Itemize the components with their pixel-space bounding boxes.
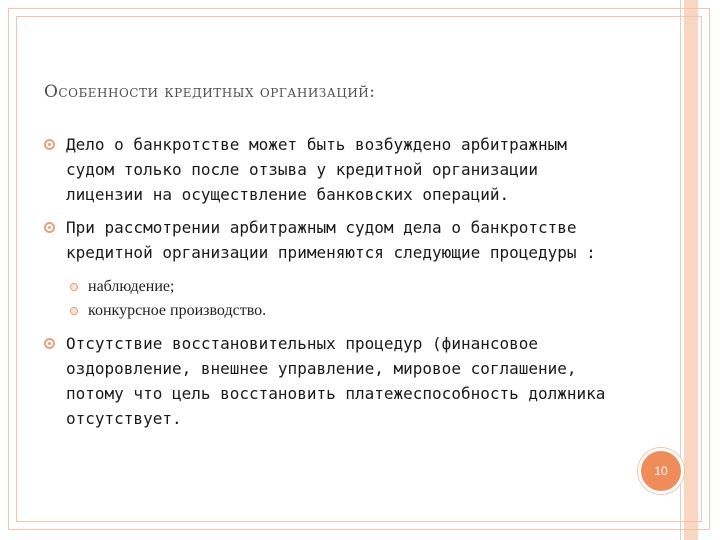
bullet-item bbox=[44, 132, 624, 207]
page-number-badge: 10 bbox=[638, 448, 684, 494]
sub-bullet-item bbox=[70, 299, 624, 323]
slide-title: Особенности кредитных организаций: bbox=[44, 82, 376, 102]
dot-bullet-icon bbox=[70, 307, 78, 315]
circle-bullet-icon bbox=[44, 139, 55, 150]
circle-bullet-icon bbox=[44, 338, 55, 349]
bullet-text: Дело о банкротстве может быть возбуждено арбитражным судом только после отзыва у кредитной организации лицензии на осуществление банковских операций. bbox=[66, 135, 567, 204]
slide-content bbox=[44, 132, 624, 439]
bullet-item bbox=[44, 331, 624, 431]
dot-bullet-icon bbox=[70, 283, 78, 291]
circle-bullet-icon bbox=[44, 222, 55, 233]
bullet-item bbox=[44, 215, 624, 265]
sub-bullet-text: наблюдение; bbox=[88, 278, 175, 295]
sub-bullet-text: конкурсное производство. bbox=[88, 302, 267, 319]
bullet-text: Отсутствие восстановительных процедур (финансовое оздоровление, внешнее управление, мировое соглашение, потому что цель восстановить платежеспособность должника отсутствует. bbox=[66, 334, 606, 428]
sub-bullet-item bbox=[70, 275, 624, 299]
sub-bullet-list bbox=[70, 275, 624, 323]
bullet-text: При рассмотрении арбитражным судом дела о банкротстве кредитной организации применяются следующие процедуры : bbox=[66, 218, 596, 262]
